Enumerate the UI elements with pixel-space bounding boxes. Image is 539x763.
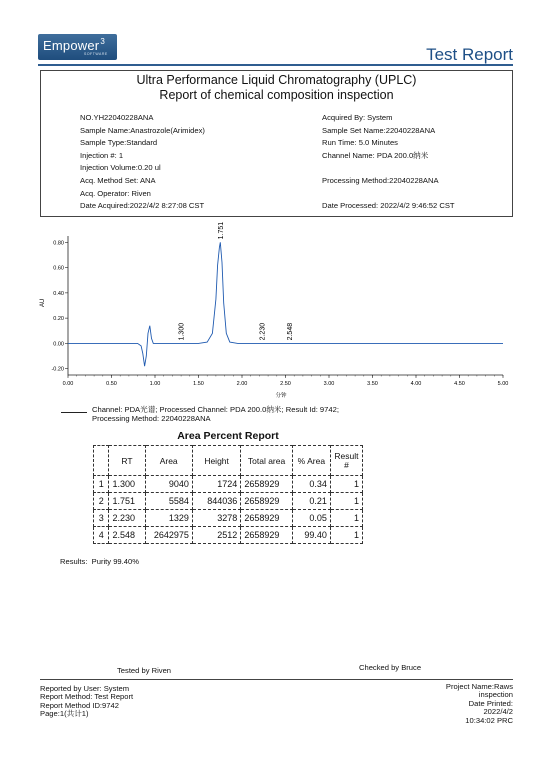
table-row: [94, 493, 363, 510]
info-line: Run Time: 5.0 Minutes: [322, 138, 398, 148]
col-index: [94, 446, 109, 476]
x-tick-label: 0.50: [106, 381, 117, 387]
table-row: [94, 510, 363, 527]
cell-result: 1: [330, 510, 362, 527]
cell-pct-area: 0.34: [292, 476, 330, 493]
cell-index: 4: [94, 527, 109, 544]
logo-text: Empower: [43, 38, 100, 53]
x-tick-label: 1.00: [149, 381, 161, 387]
x-tick-label: 2.00: [236, 381, 248, 387]
info-line: Sample Type:Standard: [80, 138, 158, 148]
main-title-line1: Ultra Performance Liquid Chromatography (UPLC): [136, 73, 417, 87]
cell-result: 1: [330, 527, 362, 544]
results-label: Results:: [60, 557, 88, 566]
x-tick-label: 4.00: [410, 381, 422, 387]
info-line: Injection #: 1: [80, 150, 124, 160]
x-tick-label: 4.50: [454, 381, 465, 387]
cell-result: 1: [330, 476, 362, 493]
footer-line: Report Method ID:9742: [40, 700, 119, 710]
x-axis-label: 分钟: [275, 393, 287, 399]
cell-height: 1724: [192, 476, 240, 493]
main-title-line2: Report of chemical composition inspection: [159, 88, 394, 102]
footer-line: Reported by User: System: [40, 684, 130, 693]
x-tick-label: 2.50: [280, 381, 291, 387]
area-report-title: Area Percent Report: [177, 430, 279, 442]
cell-pct-area: 0.21: [292, 493, 330, 510]
footer-left: [40, 685, 133, 719]
caption-line: Processing Method: 22040228ANA: [92, 414, 211, 423]
x-tick-label: 5.00: [497, 381, 509, 387]
cell-rt: 1.300: [109, 476, 145, 493]
results-line: [60, 558, 139, 566]
cell-total-area: 2658929: [241, 510, 293, 527]
x-tick-label: 3.50: [367, 381, 378, 387]
caption-line: Channel: PDA光谱; Processed Channel: PDA 200.0纳米; Result Id: 9742;: [92, 405, 339, 414]
col-result: Result #: [330, 446, 362, 476]
info-line: Date Acquired:2022/4/2 8:27:08 CST: [80, 201, 205, 211]
x-tick-label: 1.50: [193, 381, 204, 387]
peak-label: 2.548: [287, 322, 295, 341]
footer-line: inspection: [478, 690, 513, 700]
legend-line: [61, 412, 87, 413]
footer-rule: [40, 679, 513, 680]
table-header-row: [94, 446, 363, 476]
cell-index: 1: [94, 476, 109, 493]
info-line: NO.YH22040228ANA: [80, 113, 154, 122]
date-processed: Date Processed: 2022/4/2 9:46:52 CST: [322, 201, 455, 210]
peak-label: 2.230: [259, 322, 267, 341]
cell-total-area: 2658929: [241, 476, 293, 493]
footer-right: [446, 683, 513, 725]
x-tick-label: 0.00: [62, 381, 74, 387]
tested-by: Tested by Riven: [117, 666, 172, 675]
col-total-area: Total area: [241, 446, 293, 476]
x-tick-label: 3.00: [323, 381, 335, 387]
peak-label: 1.300: [178, 322, 186, 341]
col-pct-area: % Area: [292, 446, 330, 476]
footer-line: Report Method: Test Report: [40, 692, 134, 702]
cell-rt: 2.548: [109, 527, 145, 544]
cell-rt: 1.751: [109, 493, 145, 510]
info-line: Injection Volume:0.20 ul: [80, 163, 161, 173]
peak-label: 1.751: [217, 221, 225, 240]
checked-by: Checked by Bruce: [359, 663, 422, 672]
cell-index: 3: [94, 510, 109, 527]
footer-line: 2022/4/2: [483, 707, 513, 717]
cell-result: 1: [330, 493, 362, 510]
cell-height: 2512: [192, 527, 240, 544]
report-title: Test Report: [426, 45, 513, 64]
col-rt: RT: [109, 446, 145, 476]
col-height: Height: [192, 446, 240, 476]
y-tick-label: -0.20: [51, 366, 64, 373]
cell-height: 3278: [192, 510, 240, 527]
info-line: Sample Name:Anastrozole(Arimidex): [80, 125, 205, 135]
y-tick-label: 0.00: [53, 341, 64, 348]
cell-total-area: 2658929: [241, 493, 293, 510]
footer-line: Date Printed:: [468, 698, 513, 708]
info-line: Acquired By: System: [322, 113, 393, 122]
cell-total-area: 2658929: [241, 527, 293, 544]
y-tick-label: 0.80: [53, 240, 64, 247]
info-line: Sample Set Name:22040228ANA: [322, 125, 436, 135]
cell-index: 2: [94, 493, 109, 510]
y-tick-label: 0.40: [53, 290, 64, 297]
footer-line: Page:1(共计1): [40, 709, 89, 719]
info-line: Acq. Method Set: ANA: [80, 175, 156, 185]
cell-height: 844036: [192, 493, 240, 510]
y-axis-label: AU: [40, 298, 46, 307]
footer-line: 10:34:02 PRC: [465, 715, 513, 725]
results-value: Purity 99.40%: [91, 557, 139, 566]
processing-method: Processing Method:22040228ANA: [322, 176, 439, 185]
cell-rt: 2.230: [109, 510, 145, 527]
cell-pct-area: 99.40: [292, 527, 330, 544]
logo-version: 3: [100, 37, 105, 46]
info-line: Channel Name: PDA 200.0纳米: [322, 150, 429, 160]
info-line: Acq. Operator: Riven: [80, 188, 151, 198]
cell-area: 9040: [145, 476, 192, 493]
cell-area: 2642975: [145, 527, 192, 544]
cell-area: 1329: [145, 510, 192, 527]
y-tick-label: 0.60: [53, 265, 64, 272]
table-row: [94, 527, 363, 544]
table-row: [94, 476, 363, 493]
chart-caption: [92, 405, 339, 423]
y-tick-label: 0.20: [53, 316, 64, 323]
area-percent-table: [93, 445, 363, 544]
cell-area: 5584: [145, 493, 192, 510]
chromatogram-trace: [68, 242, 503, 366]
cell-pct-area: 0.05: [292, 510, 330, 527]
footer-line: Project Name:Raws: [445, 682, 513, 691]
logo-sub: SOFTWARE: [84, 52, 108, 56]
col-area: Area: [145, 446, 192, 476]
